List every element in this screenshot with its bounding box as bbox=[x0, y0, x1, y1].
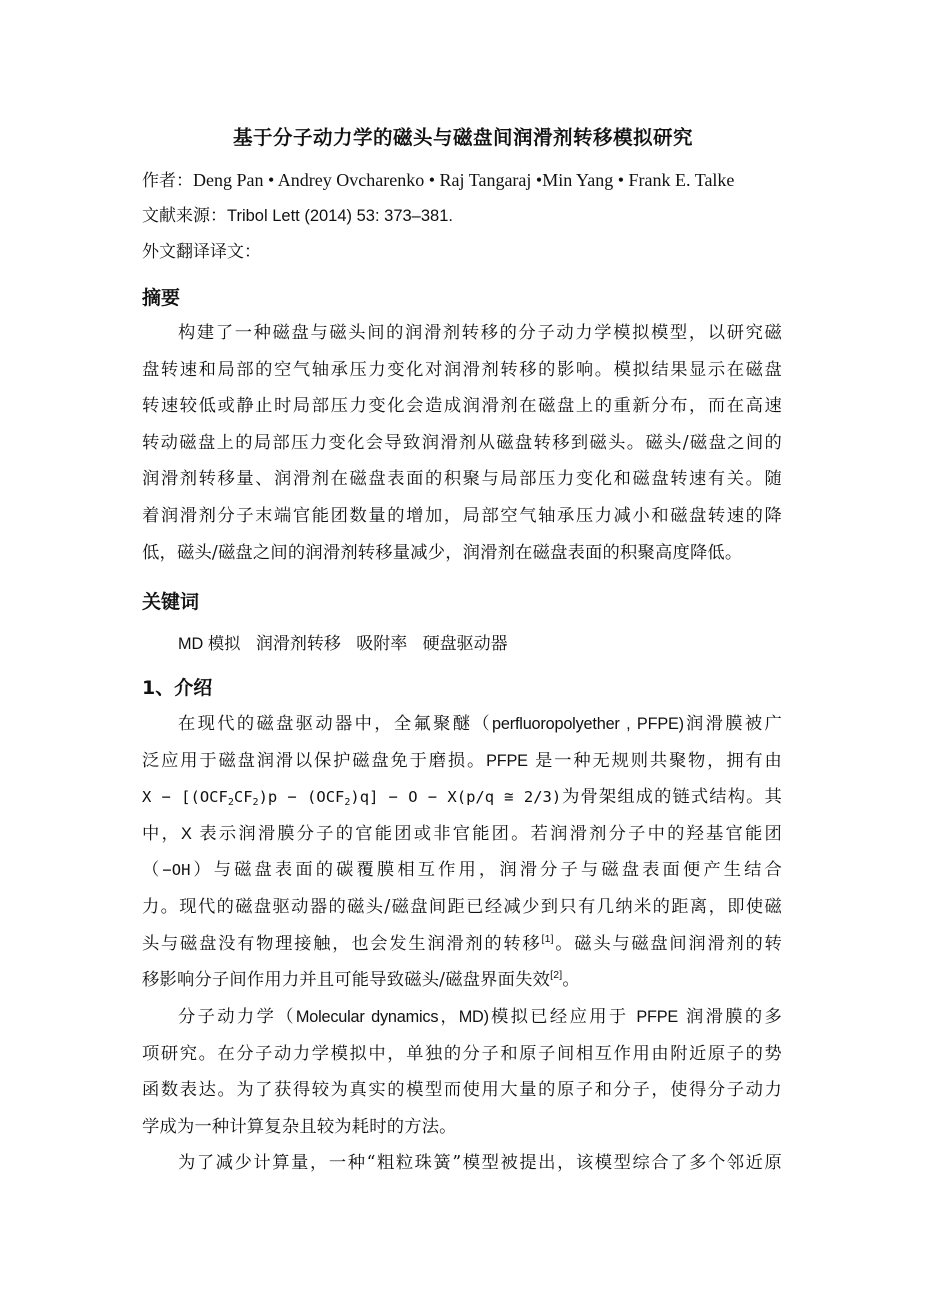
abstract-line: 润滑剂转移量、润滑剂在磁盘表面的积聚与局部压力变化和磁盘转速有关。随 bbox=[142, 469, 782, 490]
citation-ref: [1] bbox=[541, 932, 554, 945]
intro-line-formula bbox=[142, 779, 782, 816]
formula-part: )q] − O − X(p/q ≅ 2/3) bbox=[350, 788, 562, 807]
abstract-heading: 摘要 bbox=[142, 287, 181, 309]
keywords-list bbox=[178, 629, 518, 654]
text-span: 是一种无规则共聚物，拥有由 bbox=[527, 750, 782, 771]
abstract-line: 着润滑剂分子末端官能团数量的增加，局部空气轴承压力减小和磁盘转速的降 bbox=[142, 505, 782, 526]
text-span: perfluoropolyether , PFPE) bbox=[492, 715, 684, 733]
source-line bbox=[142, 204, 453, 228]
text-span: 。磁头与磁盘间润滑剂的转 bbox=[553, 933, 782, 954]
authors-label: 作者： bbox=[142, 171, 193, 191]
keyword-item: 吸附率 bbox=[356, 634, 408, 654]
abstract-line: 转速较低或静止时局部压力变化会造成润滑剂在磁盘上的重新分布，而在高速 bbox=[142, 396, 782, 417]
formula-subscript: 2 bbox=[344, 797, 351, 809]
authors-names: Deng Pan • Andrey Ovcharenko • Raj Tangaraj •Min Yang • Frank E. Talke bbox=[193, 170, 735, 190]
intro-line bbox=[142, 999, 782, 1036]
text-span: Molecular dynamics，MD) bbox=[295, 1008, 489, 1026]
text-span: X bbox=[180, 824, 192, 843]
abstract-line: 构建了一种磁盘与磁头间的润滑剂转移的分子动力学模拟模型，以研究磁 bbox=[178, 323, 782, 343]
text-span: 分子动力学（ bbox=[178, 1007, 296, 1027]
keyword-item: 硬盘驱动器 bbox=[422, 634, 508, 654]
formula-subscript: 2 bbox=[227, 797, 234, 809]
text-span: PFPE bbox=[486, 751, 528, 770]
text-span: 。 bbox=[562, 970, 580, 991]
section-heading-introduction: 1、介绍 bbox=[142, 677, 213, 699]
chemical-formula bbox=[142, 788, 562, 809]
text-span: 表示润滑膜分子的官能团或非官能团。若润滑剂分子中的羟基官能团 bbox=[191, 823, 782, 844]
text-span: 移影响分子间作用力并且可能导致磁头/磁盘界面失效 bbox=[142, 970, 551, 991]
abstract-paragraph bbox=[142, 315, 782, 571]
authors-line bbox=[142, 168, 734, 193]
formula-part: )p − (OCF bbox=[258, 788, 345, 807]
text-span: 为骨架组成的链式结构。其 bbox=[561, 787, 782, 808]
formula-part: CF bbox=[233, 788, 253, 807]
intro-line bbox=[142, 706, 782, 743]
source-label: 文献来源： bbox=[142, 206, 227, 226]
intro-paragraph-3 bbox=[142, 1145, 782, 1182]
formula-subscript: 2 bbox=[252, 797, 259, 809]
text-span: 模拟已经应用于 bbox=[488, 1007, 637, 1027]
text-span: 中， bbox=[142, 823, 181, 844]
intro-line bbox=[142, 816, 782, 853]
abstract-line: 转动磁盘上的局部压力变化会导致润滑剂从磁盘转移到磁头。磁头/磁盘之间的 bbox=[142, 432, 782, 453]
intro-line bbox=[142, 962, 782, 999]
text-span: PFPE bbox=[636, 1008, 679, 1026]
text-span: 在现代的磁盘驱动器中，全氟聚醚（ bbox=[178, 714, 493, 734]
translation-label: 外文翻译译文： bbox=[142, 242, 261, 262]
intro-paragraph-1 bbox=[142, 706, 782, 999]
source-citation: Tribol Lett (2014) 53: 373–381. bbox=[227, 207, 453, 225]
intro-line: 力。现代的磁盘驱动器的磁头/磁盘间距已经减少到只有几纳米的距离，即使磁 bbox=[142, 896, 782, 917]
keyword-item: MD 模拟 bbox=[178, 635, 241, 653]
intro-line bbox=[142, 926, 782, 963]
intro-line: 函数表达。为了获得较为真实的模型而使用大量的原子和分子，使得分子动力 bbox=[142, 1080, 782, 1101]
text-span: 头与磁盘没有物理接触，也会发生润滑剂的转移 bbox=[142, 933, 542, 954]
text-span: 润滑膜的多 bbox=[678, 1007, 782, 1027]
keyword-item: 润滑剂转移 bbox=[255, 634, 341, 654]
abstract-line: 低，磁头/磁盘之间的润滑剂转移量减少，润滑剂在磁盘表面的积聚高度降低。 bbox=[142, 542, 743, 563]
keywords-heading: 关键词 bbox=[142, 591, 200, 613]
text-span: ）与磁盘表面的碳覆膜相互作用，润滑分子与磁盘表面便产生结合 bbox=[190, 860, 782, 881]
page-title: 基于分子动力学的磁头与磁盘间润滑剂转移模拟研究 bbox=[232, 126, 693, 149]
citation-ref: [2] bbox=[550, 969, 563, 982]
hydroxyl-formula: −OH bbox=[162, 861, 191, 880]
intro-line: 为了减少计算量，一种“粗粒珠簧”模型被提出，该模型综合了多个邻近原 bbox=[178, 1153, 782, 1173]
text-span: （ bbox=[142, 860, 163, 881]
abstract-line: 盘转速和局部的空气轴承压力变化对润滑剂转移的影响。模拟结果显示在磁盘 bbox=[142, 359, 782, 380]
intro-line bbox=[142, 852, 782, 889]
intro-paragraph-2 bbox=[142, 999, 782, 1145]
intro-line: 学成为一种计算复杂且较为耗时的方法。 bbox=[142, 1116, 457, 1137]
text-span: 润滑膜被广 bbox=[683, 714, 782, 734]
text-span: 泛应用于磁盘润滑以保护磁盘免于磨损。 bbox=[142, 750, 487, 771]
intro-line: 项研究。在分子动力学模拟中，单独的分子和原子间相互作用由附近原子的势 bbox=[142, 1043, 782, 1064]
formula-part: X − [(OCF bbox=[142, 788, 228, 807]
intro-line bbox=[142, 743, 782, 780]
